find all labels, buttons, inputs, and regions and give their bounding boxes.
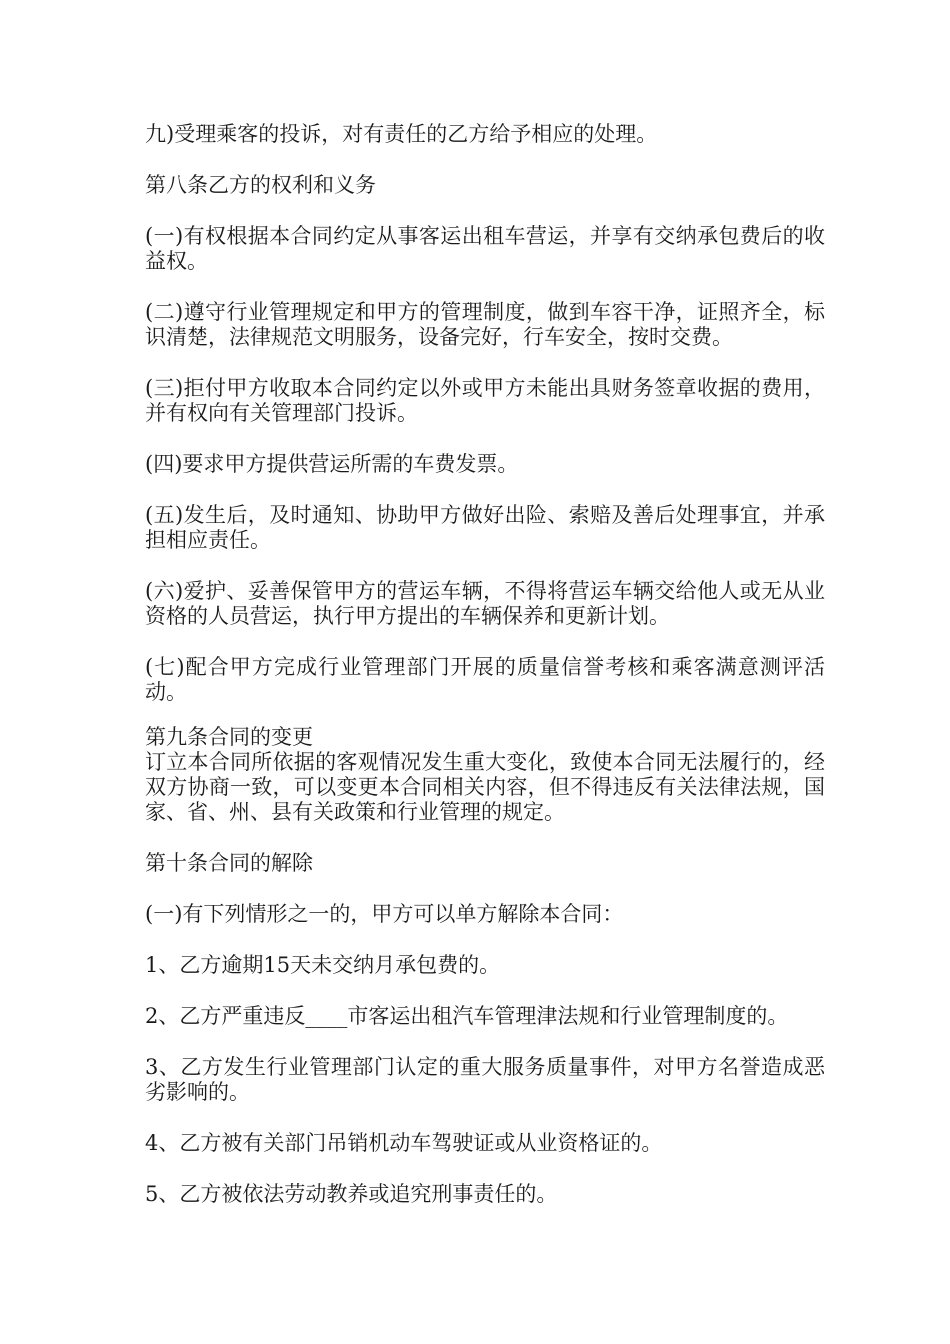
list-item-2: 2、乙方严重违反____市客运出租汽车管理津法规和行业管理制度的。: [145, 1004, 789, 1028]
list-item-5: 5、乙方被依法劳动教养或追究刑事责任的。: [145, 1182, 558, 1206]
list-item-1: 1、乙方逾期15天未交纳月承包费的。: [145, 953, 501, 977]
heading-article-9: 第九条合同的变更: [145, 725, 313, 749]
paragraph-article-8-2: (二)遵守行业管理规定和甲方的管理制度，做到车容干净，证照齐全，标识清楚，法律规范文明服务，设备完好，行车安全，按时交费。: [145, 300, 825, 349]
paragraph-article-10-1: (一)有下列情形之一的，甲方可以单方解除本合同：: [145, 902, 624, 926]
paragraph-clause-7-9: 九)受理乘客的投诉，对有责任的乙方给予相应的处理。: [145, 122, 658, 146]
paragraph-article-8-5: (五)发生后，及时通知、协助甲方做好出险、索赔及善后处理事宜，并承担相应责任。: [145, 503, 825, 552]
list-item-4: 4、乙方被有关部门吊销机动车驾驶证或从业资格证的。: [145, 1131, 663, 1155]
paragraph-article-8-4: (四)要求甲方提供营运所需的车费发票。: [145, 452, 519, 476]
paragraph-article-8-1: (一)有权根据本合同约定从事客运出租车营运，并享有交纳承包费后的收益权。: [145, 224, 825, 273]
paragraph-article-8-7: (七)配合甲方完成行业管理部门开展的质量信誉考核和乘客满意测评活动。: [145, 655, 825, 704]
paragraph-article-8-3: (三)拒付甲方收取本合同约定以外或甲方未能出具财务签章收据的费用，并有权向有关管理部门投诉。: [145, 376, 825, 425]
paragraph-article-8-6: (六)爱护、妥善保管甲方的营运车辆，不得将营运车辆交给他人或无从业资格的人员营运，执行甲方提出的车辆保养和更新计划。: [145, 579, 825, 628]
heading-article-10: 第十条合同的解除: [145, 851, 313, 875]
document-page: [145, 122, 825, 1207]
list-item-3: 3、乙方发生行业管理部门认定的重大服务质量事件，对甲方名誉造成恶劣影响的。: [145, 1055, 825, 1104]
heading-article-8: 第八条乙方的权利和义务: [145, 173, 376, 197]
paragraph-article-9: 订立本合同所依据的客观情况发生重大变化，致使本合同无法履行的，经双方协商一致，可以变更本合同相关内容，但不得违反有关法律法规，国家、省、州、县有关政策和行业管理的规定。: [145, 750, 825, 824]
